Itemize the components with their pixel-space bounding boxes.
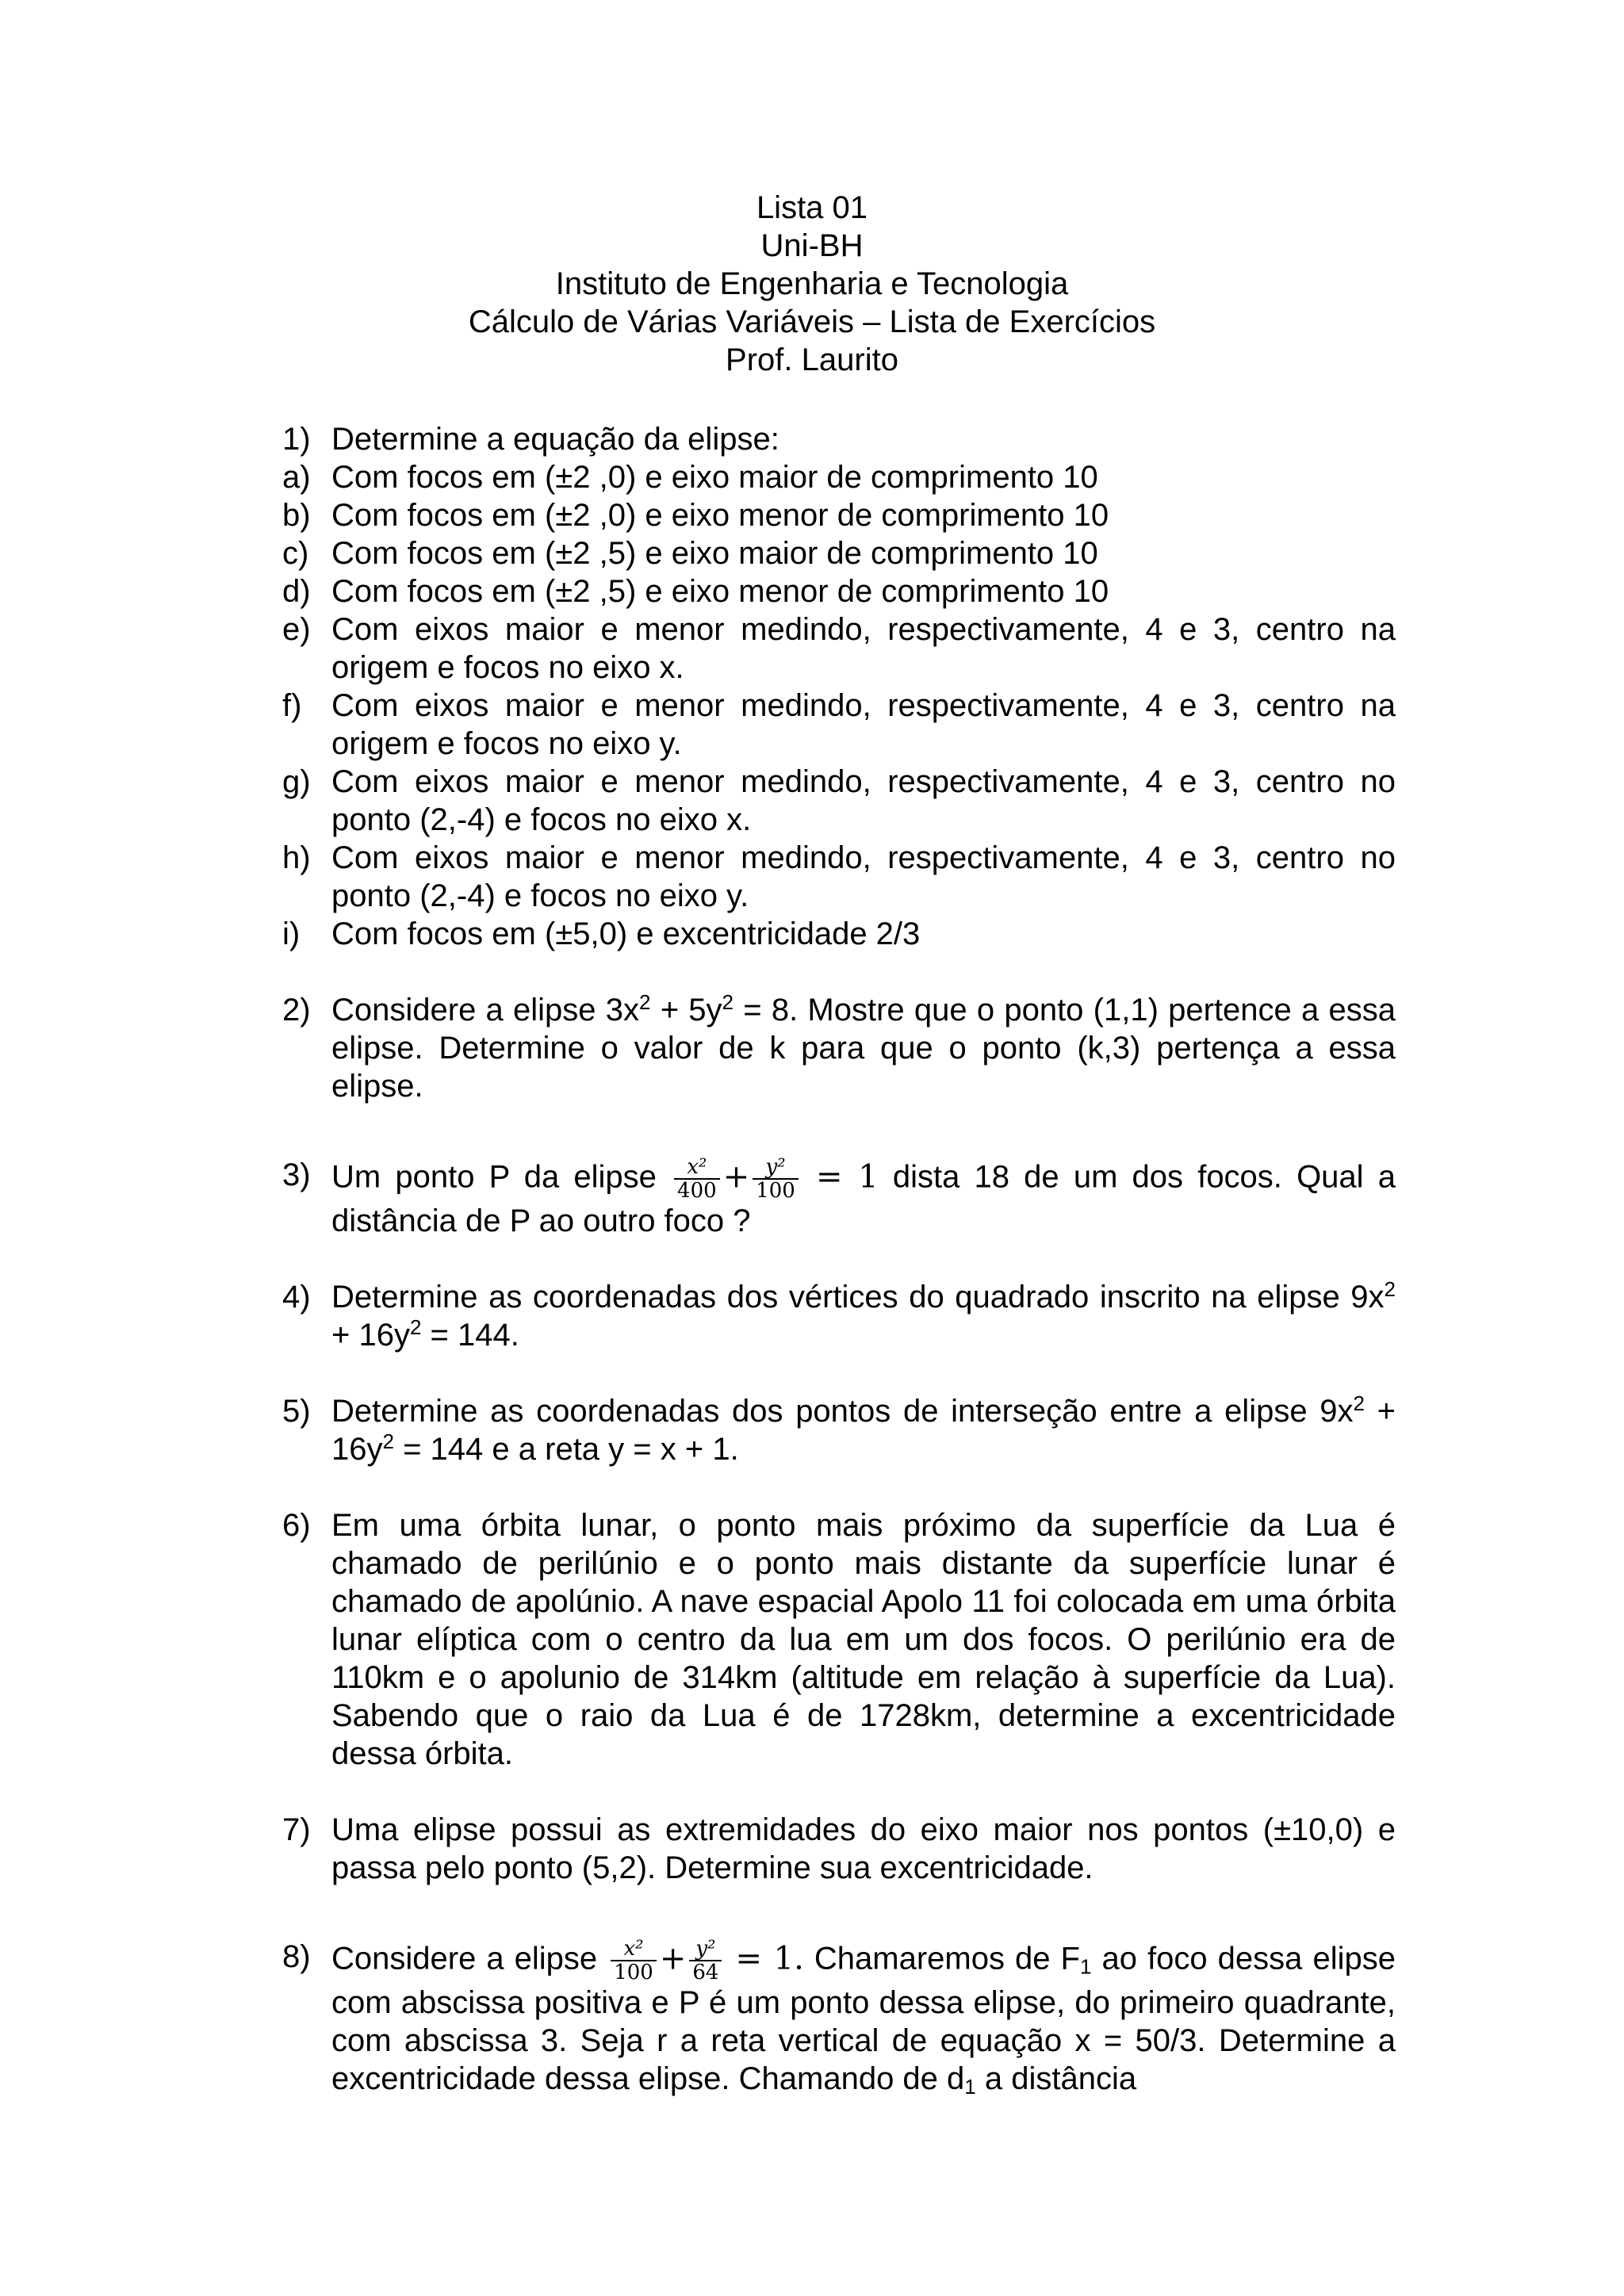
list-number: Lista 01: [756, 190, 868, 225]
question-2: [282, 991, 1396, 1105]
sub-item-label: g): [282, 764, 311, 799]
question-text: [331, 991, 1396, 1105]
question-1: [282, 420, 1396, 458]
text-part: ao foco dessa elipse com abscissa positiva e P é um ponto dessa elipse, do primeiro quadrante, com abscissa 3. Seja r a reta vertical de equação x = 50/3. Determine a excentricidade dessa elipse. Chamando de d: [331, 1941, 1396, 2096]
question-text: [331, 1938, 1396, 2098]
text-part: = 144.: [421, 1318, 519, 1353]
fraction-denominator: 100: [756, 1179, 795, 1203]
question-number: 7): [282, 1812, 311, 1847]
text-part: + 16y: [331, 1318, 410, 1353]
question-text: Em uma órbita lunar, o ponto mais próximo da superfície da Lua é chamado de perilúnio e o ponto mais distante da superfície lunar é chamado de apolúnio. A nave espacial Apolo 11 foi colocada em uma órbita lunar elíptica com o centro da lua em um dos focos. O perilúnio era de 110km e o apolunio de 314km (altitude em relação à superfície da Lua). Sabendo que o raio da Lua é de 1728km, determine a excentricidade dessa órbita.: [331, 1508, 1396, 1771]
question-number: 2): [282, 993, 311, 1027]
course-title: Cálculo de Várias Variáveis – Lista de Exercícios: [468, 304, 1156, 339]
fraction-denominator: 64: [692, 1961, 719, 1984]
plus-sign: +: [659, 1940, 687, 1977]
text-part: Determine as coordenadas dos pontos de interseção entre a elipse 9x: [331, 1394, 1354, 1429]
sub-item-e: [282, 610, 1396, 687]
question-number: 5): [282, 1394, 311, 1429]
sub-item-label: b): [282, 498, 311, 533]
exponent: 2: [639, 990, 651, 1014]
text-part: Um ponto P da elipse: [331, 1159, 657, 1195]
sub-item-text: Com focos em (±2 ,5) e eixo menor de comprimento 10: [331, 574, 1109, 609]
question-3: [282, 1156, 1396, 1240]
question-number: 6): [282, 1508, 311, 1543]
sub-item-label: d): [282, 574, 311, 609]
text-part: Chamaremos de F: [803, 1941, 1080, 1976]
sub-item-label: h): [282, 840, 311, 875]
text-part: + 5y: [650, 993, 722, 1027]
equals-one: = 1: [816, 1158, 879, 1196]
exponent: 2: [409, 1315, 422, 1339]
text-part: Considere a elipse: [331, 1941, 598, 1976]
text-part: Determine as coordenadas dos vértices do quadrado inscrito na elipse 9x: [331, 1280, 1385, 1314]
spacer: [282, 1240, 1396, 1278]
document-header: [0, 189, 1624, 379]
sub-item-a: [282, 458, 1396, 496]
fraction-numerator: x²: [674, 1156, 720, 1180]
text-part: Considere a elipse 3x: [331, 993, 640, 1027]
equals-one: = 1.: [735, 1940, 804, 1977]
sub-item-text: Com focos em (±2 ,0) e eixo menor de comprimento 10: [331, 498, 1109, 533]
question-number: 3): [282, 1158, 311, 1192]
sub-item-d: [282, 572, 1396, 610]
text-part: = 144 e a reta y = x + 1.: [393, 1432, 739, 1467]
sub-item-g: [282, 763, 1396, 839]
text-part: dista 18 de um dos focos. Qual a distância de P ao outro foco ?: [331, 1159, 1396, 1238]
spacer: [282, 953, 1396, 991]
subscript: 1: [964, 2075, 976, 2099]
question-8: [282, 1938, 1396, 2098]
text-part: = 8. Mostre que o ponto (1,1) pertence a essa elipse. Determine o valor de k para que o ponto (k,3) pertença a essa elipse.: [331, 993, 1396, 1104]
sub-item-f: [282, 687, 1396, 763]
question-text: [331, 1156, 1396, 1240]
fraction-numerator: y²: [689, 1938, 722, 1961]
question-number: 1): [282, 422, 311, 457]
question-text: [331, 1392, 1396, 1468]
sub-item-text: Com eixos maior e menor medindo, respectivamente, 4 e 3, centro no ponto (2,-4) e focos no eixo y.: [331, 840, 1396, 913]
text-part: a distância: [975, 2061, 1137, 2096]
spacer: [282, 1354, 1396, 1392]
sub-item-i: [282, 915, 1396, 953]
fraction-denominator: 400: [677, 1179, 717, 1203]
spacer: [282, 1105, 1396, 1143]
text-part: + 16y: [331, 1394, 1396, 1467]
spacer: [282, 1468, 1396, 1506]
sub-item-label: f): [282, 688, 302, 723]
spacer: [282, 1773, 1396, 1811]
fraction-x2-100: [611, 1938, 657, 1984]
sub-item-c: [282, 534, 1396, 572]
institute-name: Instituto de Engenharia e Tecnologia: [555, 266, 1069, 301]
exponent: 2: [1384, 1277, 1396, 1301]
fraction-x2-400: [674, 1156, 720, 1202]
question-5: [282, 1392, 1396, 1468]
sub-item-text: Com focos em (±2 ,0) e eixo maior de comprimento 10: [331, 460, 1098, 495]
question-number: 4): [282, 1280, 311, 1314]
exponent: 2: [722, 990, 734, 1014]
subscript: 1: [1079, 1954, 1092, 1979]
sub-item-label: a): [282, 460, 311, 495]
professor-name: Prof. Laurito: [726, 342, 898, 377]
exponent: 2: [1353, 1391, 1365, 1415]
spacer: [282, 1887, 1396, 1925]
sub-item-label: e): [282, 612, 311, 647]
university-name: Uni-BH: [760, 228, 864, 263]
question-text: Determine a equação da elipse:: [331, 422, 779, 457]
question-text: Uma elipse possui as extremidades do eixo maior nos pontos (±10,0) e passa pelo ponto (5,2). Determine sua excentricidade.: [331, 1812, 1396, 1885]
sub-item-text: Com eixos maior e menor medindo, respectivamente, 4 e 3, centro na origem e focos no eixo x.: [331, 612, 1396, 685]
fraction-denominator: 100: [614, 1961, 653, 1984]
question-6: [282, 1506, 1396, 1773]
exercise-list: [282, 420, 1396, 2098]
plus-sign: +: [722, 1158, 750, 1196]
sub-item-text: Com eixos maior e menor medindo, respectivamente, 4 e 3, centro no ponto (2,-4) e focos no eixo x.: [331, 764, 1396, 837]
sub-item-label: i): [282, 916, 301, 951]
sub-item-h: [282, 839, 1396, 915]
fraction-y2-64: [689, 1938, 722, 1984]
sub-item-text: Com eixos maior e menor medindo, respectivamente, 4 e 3, centro na origem e focos no eixo y.: [331, 688, 1396, 761]
fraction-numerator: y²: [753, 1156, 799, 1180]
question-4: [282, 1278, 1396, 1354]
question-number: 8): [282, 1939, 311, 1974]
fraction-numerator: x²: [611, 1938, 657, 1961]
exponent: 2: [382, 1429, 394, 1453]
question-7: [282, 1811, 1396, 1887]
fraction-y2-100: [753, 1156, 799, 1202]
sub-item-text: Com focos em (±5,0) e excentricidade 2/3: [331, 916, 921, 951]
question-text: [331, 1278, 1396, 1354]
sub-item-text: Com focos em (±2 ,5) e eixo maior de comprimento 10: [331, 536, 1098, 571]
sub-item-label: c): [282, 536, 309, 571]
sub-item-b: [282, 496, 1396, 534]
